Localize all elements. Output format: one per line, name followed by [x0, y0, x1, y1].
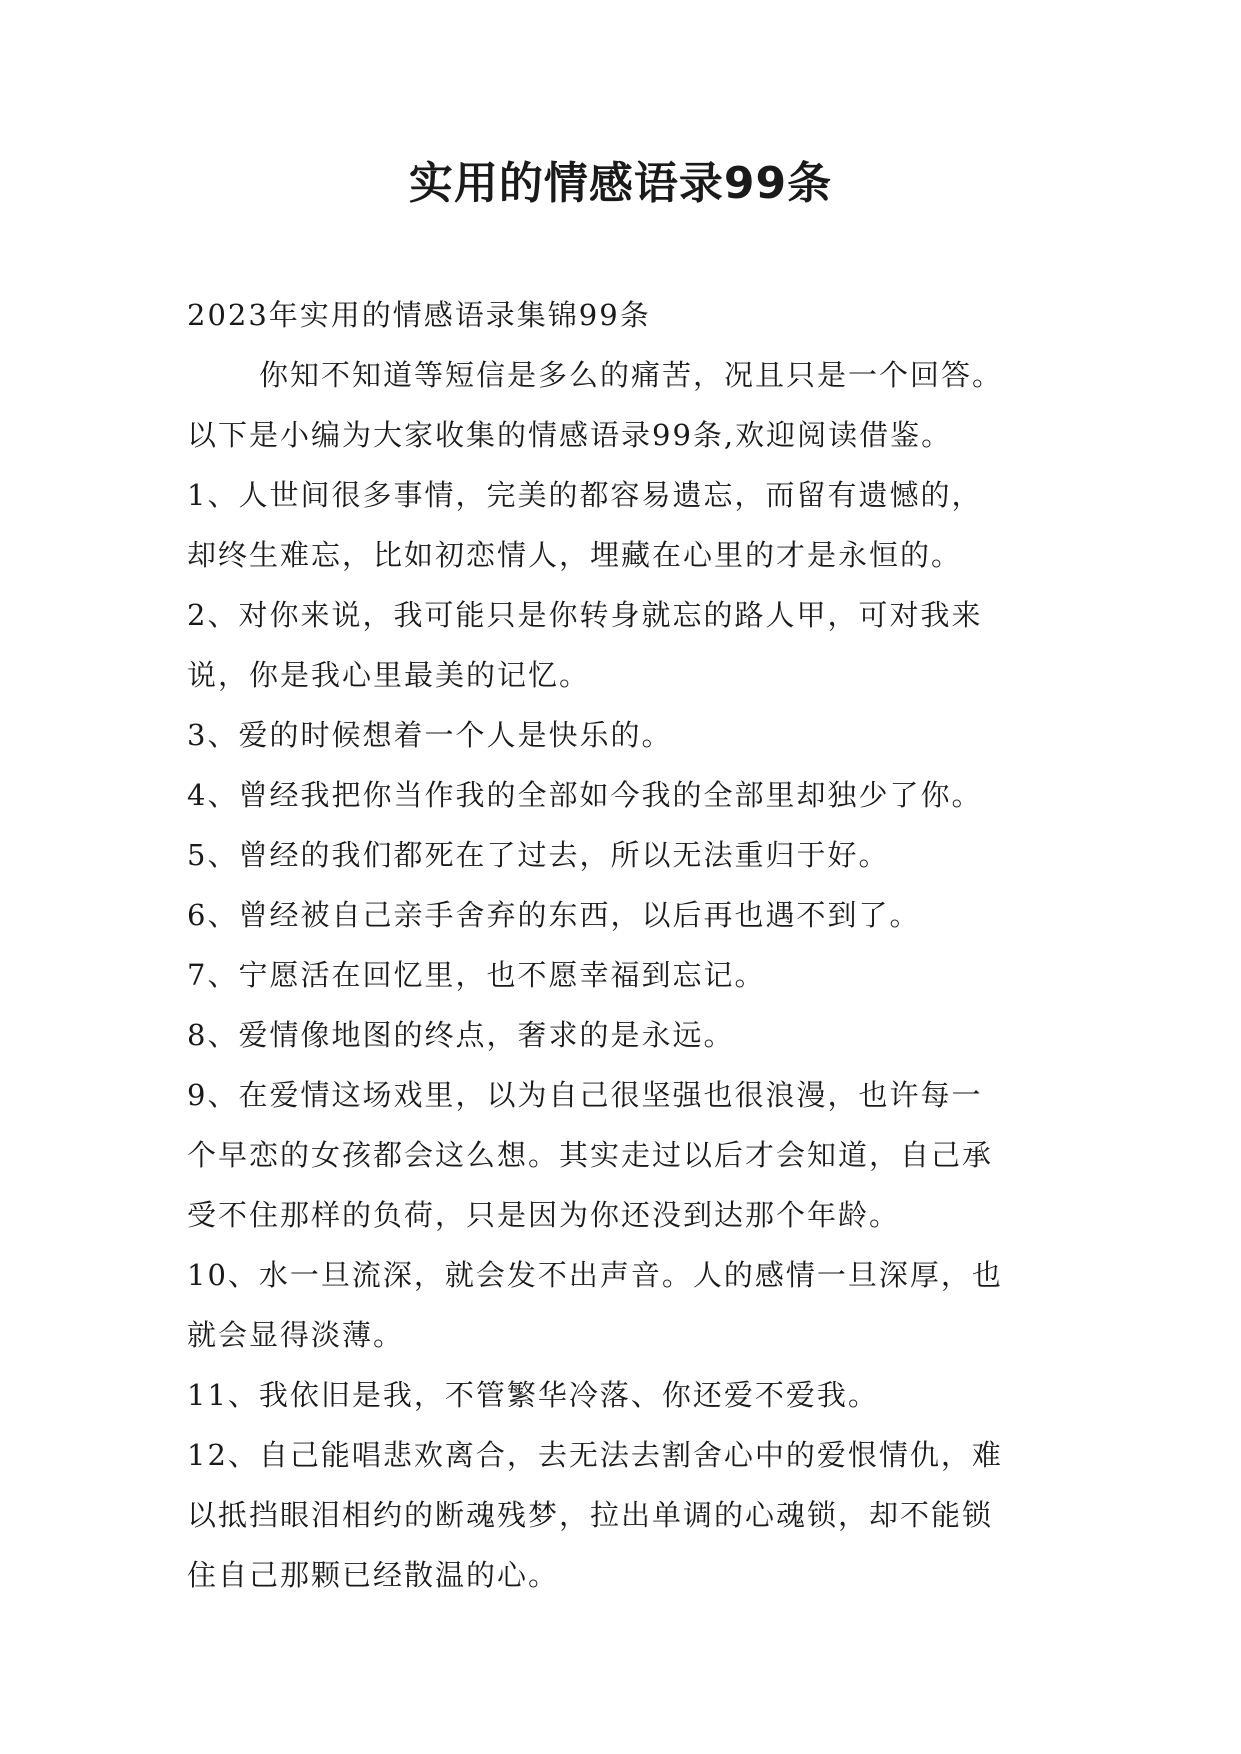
quote-line: 12、自己能唱悲欢离合，去无法去割舍心中的爱恨情仇，难 — [187, 1438, 1003, 1472]
quote-line: 住自己那颗已经散温的心。 — [187, 1558, 560, 1592]
quote-line: 3、爱的时候想着一个人是快乐的。 — [187, 718, 673, 752]
quote-line: 11、我依旧是我，不管繁华冷落、你还爱不爱我。 — [187, 1378, 879, 1412]
quote-line: 却终生难忘，比如初恋情人，埋藏在心里的才是永恒的。 — [187, 538, 963, 572]
quote-line: 个早恋的女孩都会这么想。其实走过以后才会知道，自己承 — [187, 1138, 994, 1172]
document-body — [187, 285, 1065, 1605]
quote-line: 5、曾经的我们都死在了过去，所以无法重归于好。 — [187, 838, 890, 872]
quote-line: 4、曾经我把你当作我的全部如今我的全部里却独少了你。 — [187, 778, 983, 812]
document-title: 实用的情感语录99条 — [408, 158, 833, 209]
quote-line: 2、对你来说，我可能只是你转身就忘的路人甲，可对我来 — [187, 598, 983, 632]
intro-line: 以下是小编为大家收集的情感语录99条,欢迎阅读借鉴。 — [187, 418, 953, 452]
quote-line: 说，你是我心里最美的记忆。 — [187, 658, 591, 692]
quote-line: 受不住那样的负荷，只是因为你还没到达那个年龄。 — [187, 1198, 901, 1232]
quote-line: 6、曾经被自己亲手舍弃的东西，以后再也遇不到了。 — [187, 898, 921, 932]
quote-line: 就会显得淡薄。 — [187, 1318, 405, 1352]
quote-line: 以抵挡眼泪相约的断魂残梦，拉出单调的心魂锁，却不能锁 — [187, 1498, 994, 1532]
subtitle-line: 2023年实用的情感语录集锦99条 — [187, 298, 651, 332]
intro-line: 你知不知道等短信是多么的痛苦，况且只是一个回答。 — [259, 358, 1004, 392]
quote-line: 7、宁愿活在回忆里，也不愿幸福到忘记。 — [187, 958, 766, 992]
quote-line: 9、在爱情这场戏里，以为自己很坚强也很浪漫，也许每一 — [187, 1078, 983, 1112]
quote-line: 8、爱情像地图的终点，奢求的是永远。 — [187, 1018, 735, 1052]
quote-line: 10、水一旦流深，就会发不出声音。人的感情一旦深厚，也 — [187, 1258, 1003, 1292]
quote-line: 1、人世间很多事情，完美的都容易遗忘，而留有遗憾的， — [187, 478, 983, 512]
